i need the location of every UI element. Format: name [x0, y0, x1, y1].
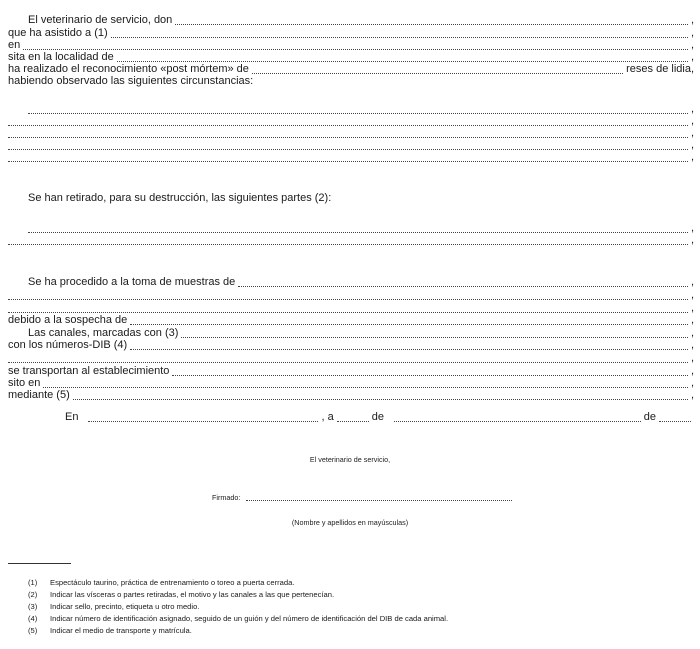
- circumstances-field-4[interactable]: ,: [8, 139, 694, 152]
- establishment-field[interactable]: [172, 373, 688, 376]
- circumstances-label: habiendo observado las siguientes circunstancias:: [8, 75, 254, 87]
- canals-field[interactable]: [181, 335, 688, 338]
- signature-line: [212, 493, 512, 502]
- in-line: en ,: [8, 39, 694, 51]
- month-field[interactable]: [394, 419, 641, 422]
- place-de2-label: de: [643, 411, 656, 423]
- samples-field[interactable]: [238, 284, 688, 287]
- place-en-label: En: [65, 411, 79, 423]
- signature-field[interactable]: [246, 498, 512, 501]
- attended-line: que ha asistido a (1) ,: [8, 27, 694, 39]
- name-note: (Nombre y apellidos en mayúsculas): [291, 518, 409, 527]
- place-date-line: [65, 411, 694, 424]
- circumstances-field-2[interactable]: ,: [8, 115, 694, 128]
- locality-field[interactable]: [117, 59, 688, 62]
- retired-parts-line: [28, 192, 694, 205]
- means-label: mediante (5): [8, 389, 70, 401]
- circumstances-line: [8, 75, 694, 88]
- locality-line: sita en la localidad de ,: [8, 51, 694, 63]
- footnote-5: (5) Indicar el medio de transporte y matrícula.: [28, 626, 192, 635]
- place-field[interactable]: [88, 419, 318, 422]
- inspection-label: ha realizado el reconocimiento «post mórtem» de: [8, 63, 249, 75]
- samples-field-2[interactable]: ,: [8, 289, 694, 302]
- dib-field-2[interactable]: ,: [8, 352, 694, 365]
- veterinarian-line: El veterinario de servicio, don ,: [28, 14, 694, 26]
- inspection-count-field[interactable]: [252, 71, 623, 74]
- locality-label: sita en la localidad de: [8, 51, 114, 63]
- located-line: sito en ,: [8, 377, 694, 389]
- cattle-label: reses de lidia,: [626, 63, 694, 75]
- means-field[interactable]: [73, 397, 688, 400]
- suspicion-field[interactable]: [130, 322, 688, 325]
- veterinarian-name-field[interactable]: [175, 22, 688, 25]
- footnote-2: (2) Indicar las vísceras o partes retiradas, el motivo y las canales a las que pertenecían.: [28, 590, 335, 599]
- in-label: en: [8, 39, 21, 51]
- samples-label: Se ha procedido a la toma de muestras de: [28, 276, 236, 288]
- place-a-label: , a: [321, 411, 334, 423]
- transport-label: se transportan al establecimiento: [8, 365, 170, 377]
- veterinarian-label: El veterinario de servicio, don: [28, 14, 173, 26]
- dib-field[interactable]: [130, 347, 688, 350]
- located-label: sito en: [8, 377, 41, 389]
- circumstances-field-1[interactable]: ,: [28, 103, 694, 116]
- signed-label: Firmado:: [212, 493, 241, 502]
- dib-label: con los números-DIB (4): [8, 339, 128, 351]
- retired-parts-label: Se han retirado, para su destrucción, las siguientes partes (2):: [28, 192, 332, 204]
- canals-label: Las canales, marcadas con (3): [28, 327, 179, 339]
- footnote-divider: [8, 563, 71, 564]
- circumstances-field-5[interactable]: ,: [8, 151, 694, 164]
- year-field[interactable]: [659, 419, 691, 422]
- place-de-label: de: [371, 411, 384, 423]
- retired-parts-field-2[interactable]: ,: [8, 234, 694, 247]
- samples-line: Se ha procedido a la toma de muestras de ,: [28, 276, 694, 288]
- day-field[interactable]: [337, 419, 369, 422]
- circumstances-field-3[interactable]: ,: [8, 127, 694, 140]
- located-field[interactable]: [43, 385, 688, 388]
- dib-line: con los números-DIB (4) ,: [8, 339, 694, 351]
- retired-parts-field-1[interactable]: ,: [28, 222, 694, 235]
- samples-field-3[interactable]: ,: [8, 302, 694, 315]
- suspicion-line: debido a la sospecha de ,: [8, 314, 694, 326]
- in-field[interactable]: [23, 47, 688, 50]
- attended-field[interactable]: [111, 35, 688, 38]
- footnote-3: (3) Indicar sello, precinto, etiqueta u otro medio.: [28, 602, 200, 611]
- suspicion-label: debido a la sospecha de: [8, 314, 128, 326]
- transport-line: se transportan al establecimiento ,: [8, 365, 694, 377]
- footnote-1: (1) Espectáculo taurino, práctica de entrenamiento o toreo a puerta cerrada.: [28, 578, 295, 587]
- canals-line: Las canales, marcadas con (3) ,: [28, 327, 694, 339]
- attended-label: que ha asistido a (1): [8, 27, 108, 39]
- footnote-4: (4) Indicar número de identificación asignado, seguido de un guión y del número de identificación del DIB de cada animal.: [28, 614, 449, 623]
- means-line: mediante (5) ,: [8, 389, 694, 401]
- signature-title: El veterinario de servicio,: [309, 455, 391, 464]
